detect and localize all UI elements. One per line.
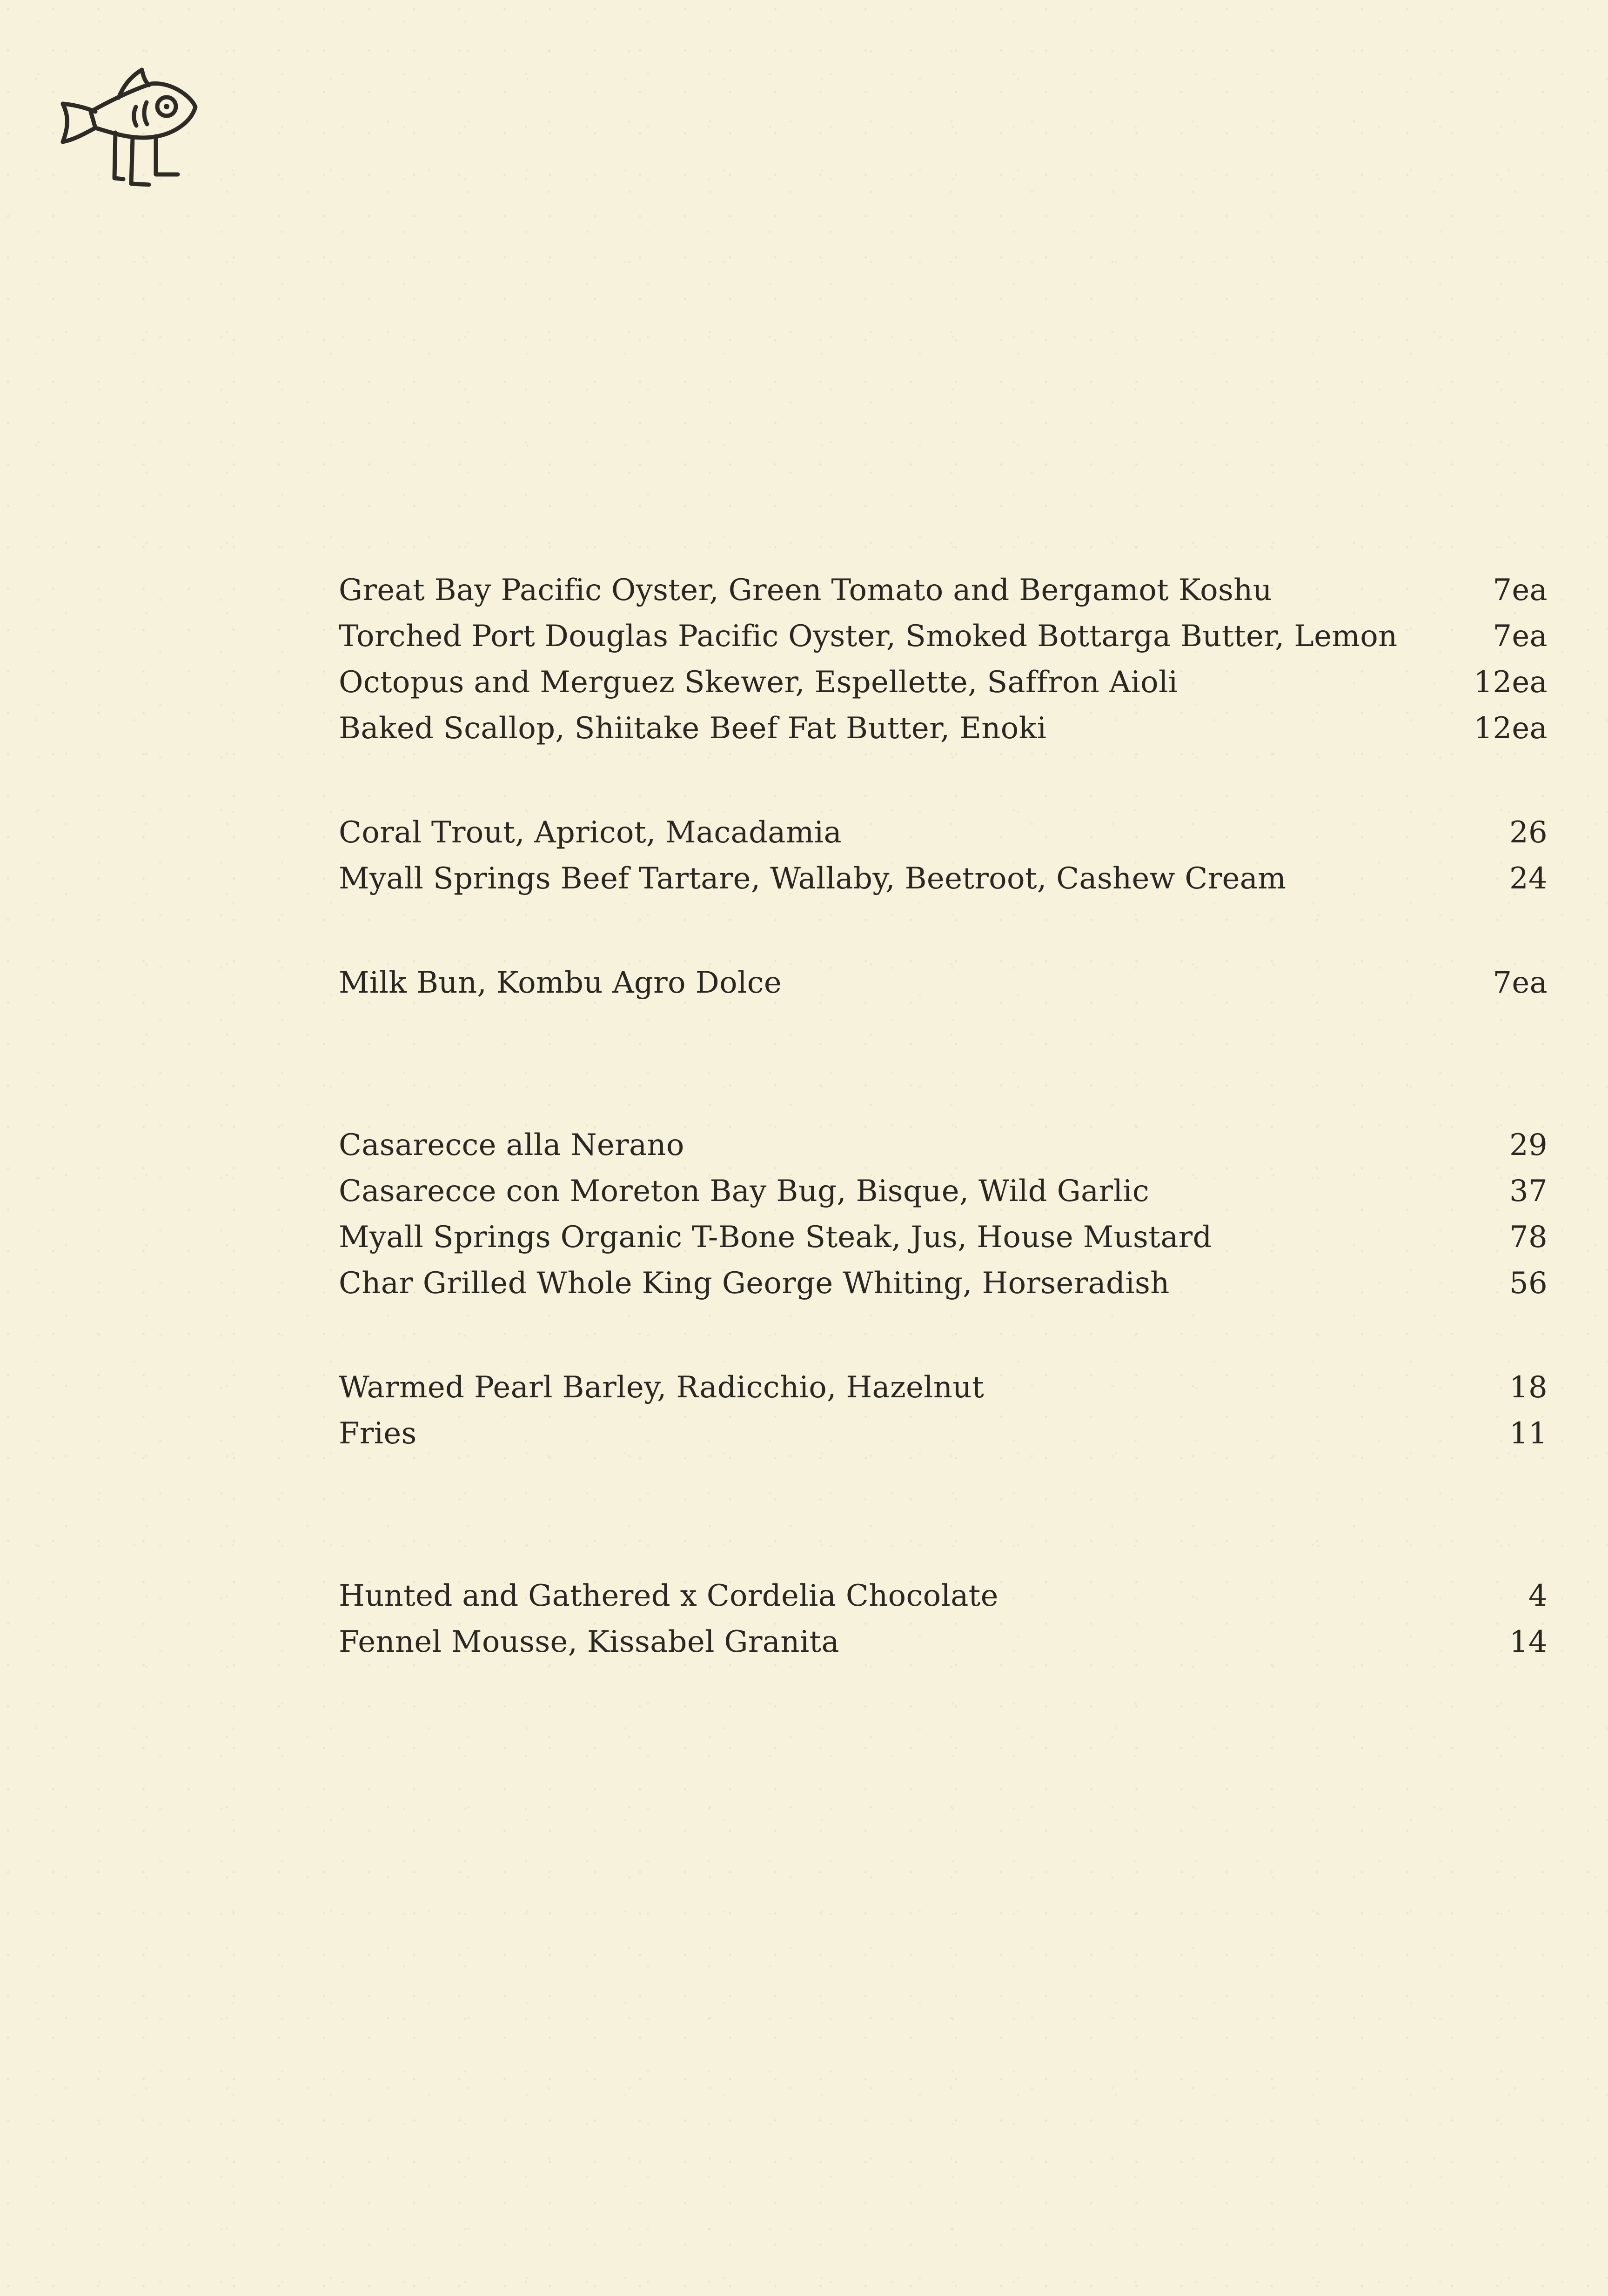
menu-item-name: Char Grilled Whole King George Whiting, Horseradish: [339, 1266, 1170, 1301]
menu-item-price: 7ea: [1493, 966, 1548, 1000]
menu-item: [339, 856, 1548, 902]
menu-item: [339, 960, 1548, 1006]
menu-section-mains: [339, 1122, 1548, 1307]
section-spacer: [339, 1006, 1548, 1122]
menu-item-name: Baked Scallop, Shiitake Beef Fat Butter, Enoki: [339, 711, 1047, 746]
menu-item: [339, 614, 1548, 660]
menu-item-name: Casarecce alla Nerano: [339, 1128, 684, 1162]
menu-item-price: 24: [1509, 861, 1548, 896]
menu-item: [339, 660, 1548, 706]
menu-list: [339, 567, 1548, 1665]
menu-item-name: Octopus and Merguez Skewer, Espellette, Saffron Aioli: [339, 665, 1178, 700]
menu-item: [339, 1573, 1548, 1619]
menu-item: [339, 1122, 1548, 1168]
menu-item: [339, 1411, 1548, 1457]
menu-item-price: 12ea: [1474, 665, 1548, 700]
menu-item-price: 37: [1509, 1174, 1548, 1208]
menu-item-price: 7ea: [1493, 573, 1548, 607]
menu-item-name: Myall Springs Organic T-Bone Steak, Jus, House Mustard: [339, 1220, 1212, 1255]
menu-section-bread: [339, 960, 1548, 1006]
menu-item: [339, 1168, 1548, 1215]
menu-item-name: Myall Springs Beef Tartare, Wallaby, Beetroot, Cashew Cream: [339, 861, 1286, 896]
menu-item: [339, 1365, 1548, 1411]
menu-item-price: 29: [1509, 1128, 1548, 1162]
menu-item: [339, 706, 1548, 752]
section-spacer: [339, 752, 1548, 810]
section-spacer: [339, 1307, 1548, 1365]
menu-item: [339, 1261, 1548, 1307]
menu-item-price: 78: [1509, 1220, 1548, 1255]
section-spacer: [339, 902, 1548, 960]
menu-item: [339, 1619, 1548, 1665]
menu-item-price: 11: [1509, 1416, 1548, 1451]
menu-item-price: 4: [1528, 1579, 1548, 1613]
menu-item-price: 12ea: [1474, 711, 1548, 746]
menu-item: [339, 567, 1548, 614]
menu-section-entrees: [339, 810, 1548, 902]
menu-item-name: Fries: [339, 1416, 417, 1451]
menu-item-name: Coral Trout, Apricot, Macadamia: [339, 815, 842, 850]
menu-item-price: 56: [1509, 1266, 1548, 1301]
menu-item-name: Casarecce con Moreton Bay Bug, Bisque, Wild Garlic: [339, 1174, 1150, 1208]
menu-item-price: 26: [1509, 815, 1548, 850]
menu-item-name: Great Bay Pacific Oyster, Green Tomato and Bergamot Koshu: [339, 573, 1273, 607]
menu-item: [339, 1215, 1548, 1261]
menu-item-name: Hunted and Gathered x Cordelia Chocolate: [339, 1579, 998, 1613]
menu-section-desserts: [339, 1573, 1548, 1665]
menu-item: [339, 810, 1548, 856]
menu-item-price: 18: [1509, 1370, 1548, 1405]
menu-section-raw-bar: [339, 567, 1548, 752]
menu-item-name: Warmed Pearl Barley, Radicchio, Hazelnut: [339, 1370, 984, 1405]
menu-item-name: Torched Port Douglas Pacific Oyster, Smoked Bottarga Butter, Lemon: [339, 619, 1398, 654]
menu-item-price: 7ea: [1493, 619, 1548, 654]
fish-logo-icon: [56, 63, 200, 193]
menu-item-name: Fennel Mousse, Kissabel Granita: [339, 1625, 839, 1659]
menu-section-sides: [339, 1365, 1548, 1457]
menu-item-name: Milk Bun, Kombu Agro Dolce: [339, 966, 782, 1000]
menu-item-price: 14: [1509, 1625, 1548, 1659]
section-spacer: [339, 1457, 1548, 1573]
